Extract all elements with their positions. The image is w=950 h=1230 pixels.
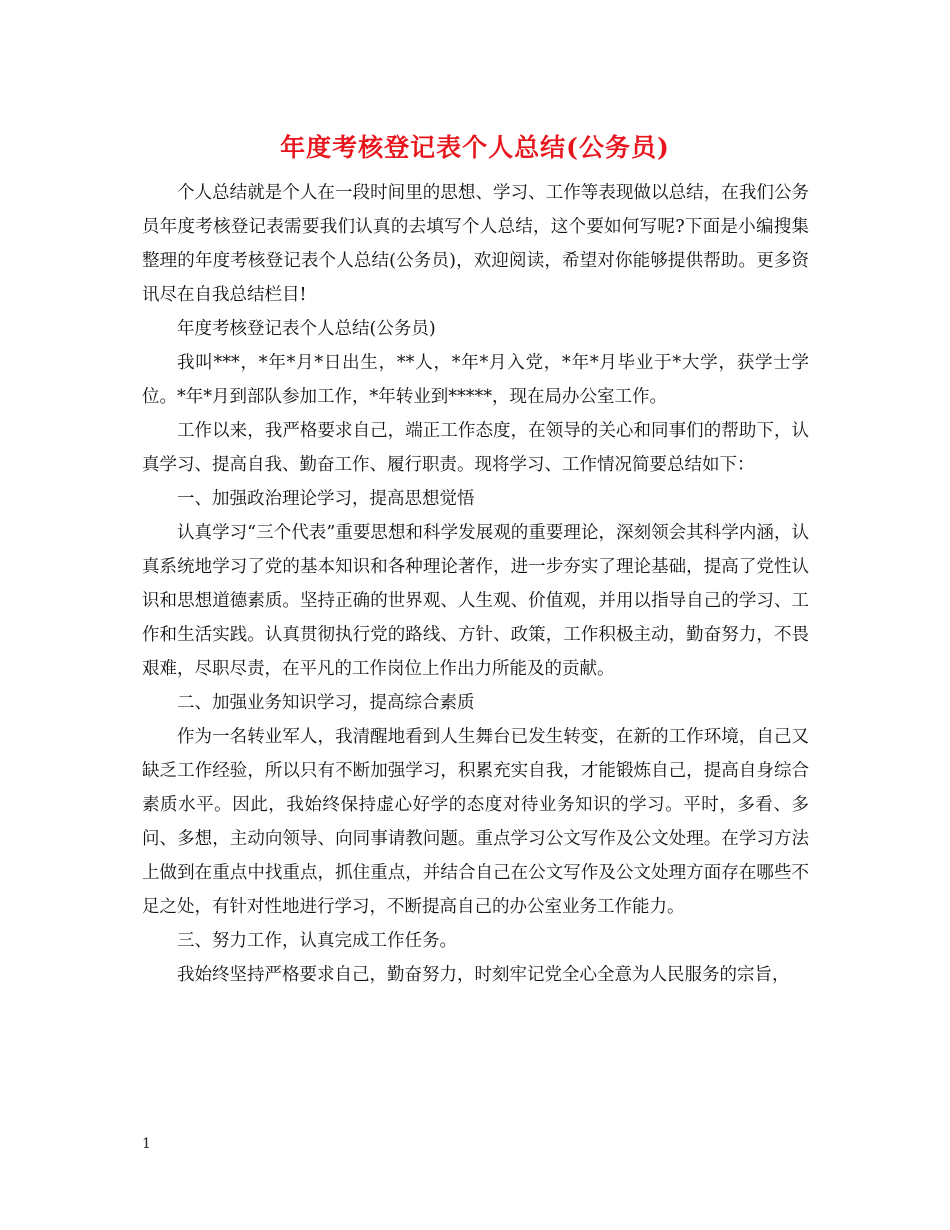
page-number: 1	[142, 1136, 151, 1152]
paragraph-subtitle: 年度考核登记表个人总结(公务员)	[177, 319, 436, 339]
document-body	[142, 176, 809, 992]
paragraph-section-2: 作为一名转业军人，我清醒地看到人生舞台已发生转变，在新的工作环境，自己又缺乏工作经验，所以只有不断加强学习，积累充实自我，才能锻炼自己，提高自身综合素质水平。因此，我始终保持虚心好学的态度对待业务知识的学习。平时，多看、多问、多想，主动向领导、向同事请教问题。重点学习公文写作及公文处理。在学习方法上做到在重点中找重点，抓住重点，并结合自己在公文写作及公文处理方面存在哪些不足之处，有针对性地进行学习，不断提高自己的办公室业务工作能力。	[142, 727, 809, 917]
document-title: 年度考核登记表个人总结(公务员)	[280, 133, 670, 162]
paragraph-personal-info: 我叫***，*年*月*日出生，**人，*年*月入党，*年*月毕业于*大学，获学士学位。*年*月到部队参加工作，*年转业到*****，现在局办公室工作。	[142, 353, 809, 407]
paragraph-overview: 工作以来，我严格要求自己，端正工作态度，在领导的关心和同事们的帮助下，认真学习、提高自我、勤奋工作、履行职责。现将学习、工作情况简要总结如下：	[142, 421, 809, 475]
paragraph-section-3: 我始终坚持严格要求自己，勤奋努力，时刻牢记党全心全意为人民服务的宗旨，	[177, 965, 790, 985]
section-heading-3: 三、努力工作，认真完成工作任务。	[177, 931, 457, 951]
paragraph-section-1: 认真学习“三个代表”重要思想和科学发展观的重要理论，深刻领会其科学内涵，认真系统地学习了党的基本知识和各种理论著作，进一步夯实了理论基础，提高了党性认识和思想道德素质。坚持正确的世界观、人生观、价值观，并用以指导自己的学习、工作和生活实践。认真贯彻执行党的路线、方针、政策，工作积极主动，勤奋努力，不畏艰难，尽职尽责，在平凡的工作岗位上作出力所能及的贡献。	[142, 523, 809, 679]
paragraph-intro: 个人总结就是个人在一段时间里的思想、学习、工作等表现做以总结，在我们公务员年度考核登记表需要我们认真的去填写个人总结，这个要如何写呢?下面是小编搜集整理的年度考核登记表个人总结(公务员)，欢迎阅读，希望对你能够提供帮助。更多资讯尽在自我总结栏目!	[142, 183, 809, 305]
section-heading-2: 二、加强业务知识学习，提高综合素质	[177, 693, 475, 713]
section-heading-1: 一、加强政治理论学习，提高思想觉悟	[177, 489, 475, 509]
